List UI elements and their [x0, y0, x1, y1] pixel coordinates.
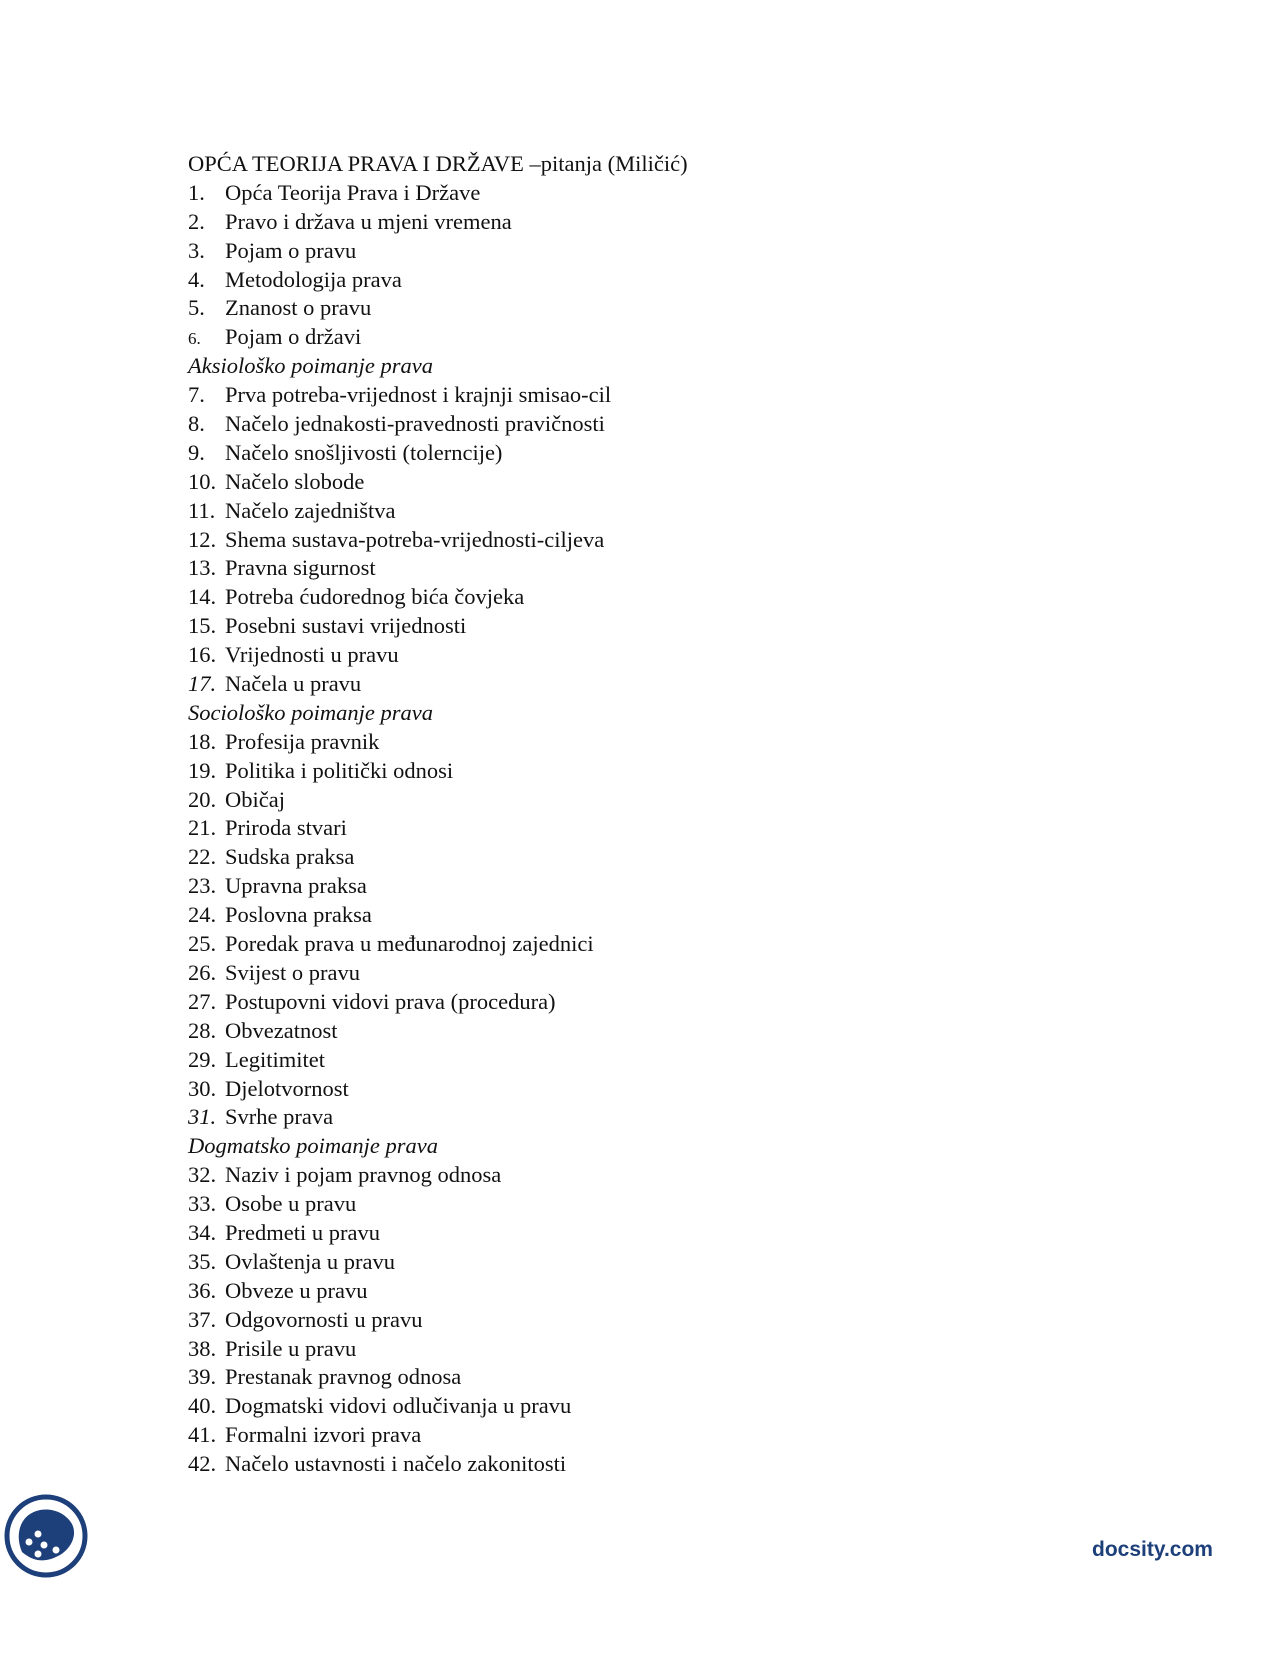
list-item-text: Osobe u pravu — [225, 1191, 357, 1217]
list-item-text: Prisile u pravu — [225, 1335, 357, 1361]
list-item-number: 21. — [188, 815, 217, 841]
list-item-number: 5. — [188, 295, 205, 321]
list-item — [188, 872, 1088, 901]
document-title: OPĆA TEORIJA PRAVA I DRŽAVE –pitanja (Miličić) — [188, 151, 688, 176]
list-item — [188, 901, 1088, 930]
list-item-number: 13. — [188, 555, 217, 581]
list-item-text: Obvezatnost — [225, 1017, 338, 1043]
list-item-text: Opća Teorija Prava i Države — [225, 179, 481, 205]
list-item-number: 15. — [188, 613, 217, 639]
list-item-text: Svijest o pravu — [225, 959, 360, 985]
list-item-text: Politika i politički odnosi — [225, 757, 454, 783]
list-item-number: 10. — [188, 468, 217, 494]
list-item-number: 18. — [188, 728, 217, 754]
list-item-text: Shema sustava-potreba-vrijednosti-ciljeva — [225, 526, 605, 552]
list-item-text: Odgovornosti u pravu — [225, 1306, 423, 1332]
list-item-text: Prestanak pravnog odnosa — [225, 1364, 462, 1390]
list-item — [188, 1161, 1088, 1190]
list-item — [188, 497, 1088, 526]
list-item-number: 26. — [188, 959, 217, 985]
list-item-text: Načelo snošljivosti (tolerncije) — [225, 439, 503, 465]
list-item — [188, 1075, 1088, 1104]
list-item — [188, 554, 1088, 583]
list-item-text: Profesija pravnik — [225, 728, 380, 754]
list-item-text: Metodologija prava — [225, 266, 402, 292]
list-item — [188, 930, 1088, 959]
list-item-number: 29. — [188, 1046, 217, 1072]
list-item-number: 16. — [188, 642, 217, 668]
list-item-number: 9. — [188, 439, 205, 465]
question-list — [188, 179, 1088, 1479]
list-item — [188, 1190, 1088, 1219]
list-item-number: 33. — [188, 1191, 217, 1217]
list-item — [188, 1421, 1088, 1450]
list-item — [188, 468, 1088, 497]
list-item — [188, 1248, 1088, 1277]
list-item-text: Prva potreba-vrijednost i krajnji smisao-cil — [225, 382, 612, 408]
list-item-number: 40. — [188, 1393, 217, 1419]
list-item — [188, 237, 1088, 266]
list-item-number: 41. — [188, 1422, 217, 1448]
list-item — [188, 1103, 1088, 1132]
list-item-text: Potreba ćudorednog bića čovjeka — [225, 584, 525, 610]
docsity-logo-icon[interactable] — [2, 1492, 90, 1580]
list-item — [188, 843, 1088, 872]
list-item — [188, 814, 1088, 843]
list-item — [188, 1450, 1088, 1479]
list-item — [188, 1219, 1088, 1248]
list-item-number: 37. — [188, 1306, 217, 1332]
list-item-number: 22. — [188, 844, 217, 870]
list-item-number: 17. — [188, 671, 217, 697]
document-body — [188, 150, 1088, 1479]
list-item — [188, 439, 1088, 468]
list-item-number: 32. — [188, 1162, 217, 1188]
list-item-number: 7. — [188, 382, 205, 408]
list-item-number: 11. — [188, 497, 216, 523]
list-item-text: Načelo slobode — [225, 468, 365, 494]
section-heading: Aksiološko poimanje prava — [188, 353, 433, 379]
section-heading: Dogmatsko poimanje prava — [188, 1133, 438, 1159]
list-item-number: 34. — [188, 1219, 217, 1245]
list-item — [188, 1046, 1088, 1075]
list-item-text: Načelo zajedništva — [225, 497, 396, 523]
list-item-text: Predmeti u pravu — [225, 1219, 380, 1245]
list-item-number: 8. — [188, 411, 205, 437]
list-item-number: 31. — [188, 1104, 217, 1130]
list-item-text: Načelo ustavnosti i načelo zakonitosti — [225, 1451, 567, 1477]
list-item-text: Poredak prava u međunarodnoj zajednici — [225, 931, 594, 957]
list-item-text: Načelo jednakosti-pravednosti pravičnosti — [225, 411, 605, 437]
list-item-text: Djelotvornost — [225, 1075, 349, 1101]
list-item — [188, 1392, 1088, 1421]
list-item — [188, 583, 1088, 612]
list-item-number: 27. — [188, 988, 217, 1014]
list-item-number: 4. — [188, 266, 205, 292]
list-item — [188, 1306, 1088, 1335]
list-item-number: 1. — [188, 179, 205, 205]
list-item-number: 2. — [188, 208, 205, 234]
list-item-number: 12. — [188, 526, 217, 552]
list-item-text: Obveze u pravu — [225, 1277, 368, 1303]
list-item-text: Legitimitet — [225, 1046, 325, 1072]
list-item-number: 35. — [188, 1248, 217, 1274]
list-item — [188, 757, 1088, 786]
list-item — [188, 1363, 1088, 1392]
list-item-number: 19. — [188, 757, 217, 783]
list-item-text: Dogmatski vidovi odlučivanja u pravu — [225, 1393, 572, 1419]
list-item-text: Pojam o državi — [225, 324, 362, 350]
list-item — [188, 1017, 1088, 1046]
list-item-text: Posebni sustavi vrijednosti — [225, 613, 467, 639]
list-item-number: 42. — [188, 1451, 217, 1477]
docsity-brand-link[interactable]: docsity.com — [1092, 1538, 1213, 1561]
list-item — [188, 323, 1088, 352]
list-item — [188, 959, 1088, 988]
list-item-number: 38. — [188, 1335, 217, 1361]
list-item-number: 24. — [188, 902, 217, 928]
list-item-text: Sudska praksa — [225, 844, 355, 870]
list-item — [188, 1335, 1088, 1364]
list-item — [188, 1277, 1088, 1306]
list-item — [188, 612, 1088, 641]
list-item-number: 20. — [188, 786, 217, 812]
list-item — [188, 266, 1088, 295]
list-item-text: Pravna sigurnost — [225, 555, 376, 581]
list-item — [188, 728, 1088, 757]
list-item-text: Ovlaštenja u pravu — [225, 1248, 395, 1274]
list-item-text: Upravna praksa — [225, 873, 367, 899]
list-item-number: 30. — [188, 1075, 217, 1101]
list-item — [188, 526, 1088, 555]
list-item-text: Načela u pravu — [225, 671, 362, 697]
list-item — [188, 294, 1088, 323]
list-item-number: 28. — [188, 1017, 217, 1043]
list-item-number: 6. — [188, 329, 201, 349]
list-item-number: 3. — [188, 237, 205, 263]
list-item — [188, 641, 1088, 670]
list-item — [188, 410, 1088, 439]
list-item-text: Poslovna praksa — [225, 902, 372, 928]
list-item-number: 23. — [188, 873, 217, 899]
list-item-text: Priroda stvari — [225, 815, 347, 841]
list-item-text: Pojam o pravu — [225, 237, 357, 263]
list-item — [188, 208, 1088, 237]
list-item-text: Vrijednosti u pravu — [225, 642, 399, 668]
list-item-number: 25. — [188, 931, 217, 957]
list-item-text: Pravo i država u mjeni vremena — [225, 208, 512, 234]
list-item-text: Običaj — [225, 786, 285, 812]
list-item-number: 39. — [188, 1364, 217, 1390]
section-heading: Sociološko poimanje prava — [188, 699, 433, 725]
list-item — [188, 786, 1088, 815]
list-item-number: 14. — [188, 584, 217, 610]
list-item — [188, 381, 1088, 410]
list-item-number: 36. — [188, 1277, 217, 1303]
list-item-text: Naziv i pojam pravnog odnosa — [225, 1162, 502, 1188]
list-item — [188, 179, 1088, 208]
list-item — [188, 988, 1088, 1017]
list-item-text: Formalni izvori prava — [225, 1422, 422, 1448]
list-item-text: Svrhe prava — [225, 1104, 334, 1130]
list-item-text: Znanost o pravu — [225, 295, 372, 321]
list-item — [188, 670, 1088, 699]
list-item-text: Postupovni vidovi prava (procedura) — [225, 988, 556, 1014]
